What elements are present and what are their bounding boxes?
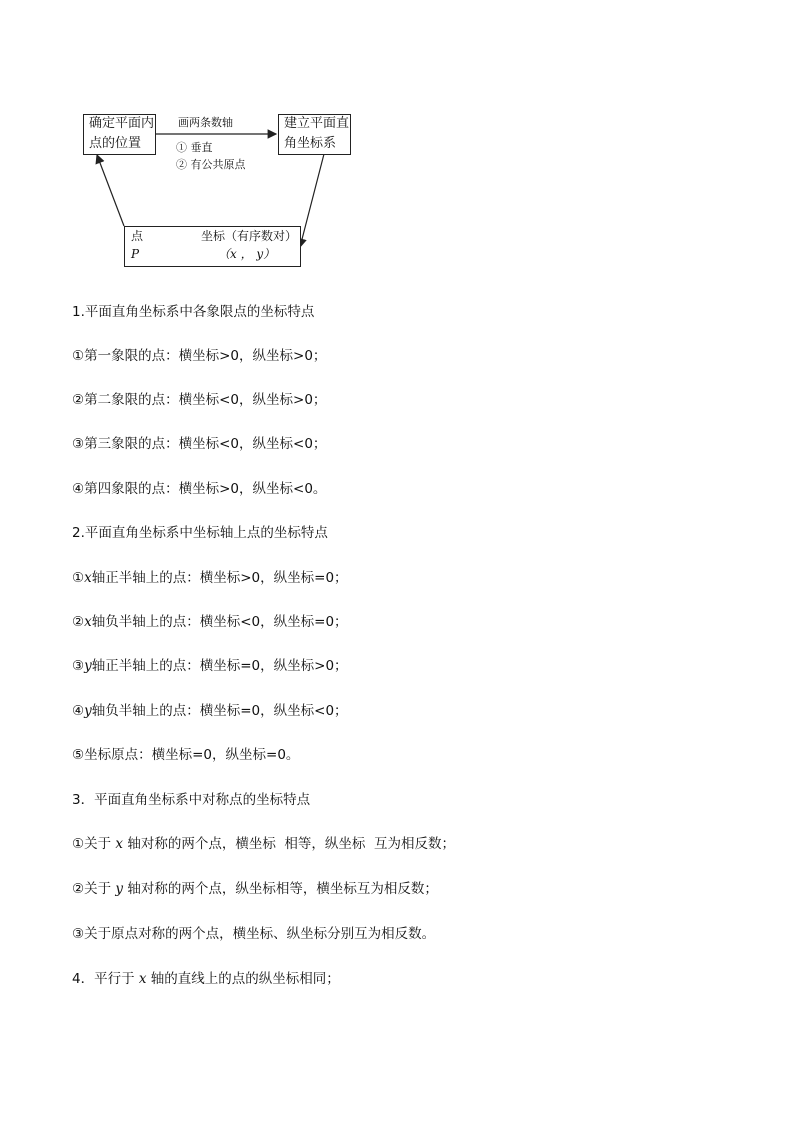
section-2-heading: 2.平面直角坐标系中坐标轴上点的坐标特点 (72, 525, 328, 541)
item-text: 轴对称的两个点，横坐标 相等，纵坐标 互为相反数； (123, 836, 455, 852)
heading-prefix: 4．平行于 (72, 971, 139, 987)
condition-common-origin: ② 有公共原点 (176, 158, 246, 171)
item-prefix: ② (72, 614, 85, 630)
item-text: 轴正半轴上的点：横坐标>0，纵坐标=0； (91, 570, 348, 586)
section-2-item-5: ⑤坐标原点：横坐标=0，纵坐标=0。 (72, 747, 300, 763)
section-4-heading (72, 969, 340, 989)
axis-variable: y (84, 658, 92, 674)
bottom-coord-pair: （x ， y） (218, 247, 276, 261)
item-text: 轴负半轴上的点：横坐标<0，纵坐标=0； (91, 614, 348, 630)
bottom-point-label: 点 (131, 229, 144, 243)
section-3-heading: 3．平面直角坐标系中对称点的坐标特点 (72, 792, 311, 808)
axis-variable: y (84, 703, 92, 719)
item-prefix: ②关于 (72, 881, 116, 897)
section-3-item-2 (72, 879, 438, 899)
axis-variable: y (115, 881, 124, 897)
section-3-item-1 (72, 834, 455, 854)
item-text: 轴对称的两个点，纵坐标相等，横坐标互为相反数； (123, 881, 438, 897)
item-text: 轴负半轴上的点：横坐标=0，纵坐标<0； (91, 703, 348, 719)
item-prefix: ①关于 (72, 836, 116, 852)
item-prefix: ④ (72, 703, 85, 719)
section-1-item-3: ③第三象限的点：横坐标<0，纵坐标<0； (72, 436, 327, 452)
condition-perpendicular: ① 垂直 (176, 141, 213, 154)
section-2-item-2 (72, 612, 348, 632)
heading-text: 轴的直线上的点的纵坐标相同； (146, 971, 340, 987)
section-1-item-2: ②第二象限的点：横坐标<0，纵坐标>0； (72, 392, 327, 408)
coordinate-system-diagram (0, 0, 794, 280)
bottom-coord-label: 坐标（有序数对） (201, 229, 298, 243)
axis-variable: x (84, 570, 92, 586)
section-2-item-1 (72, 568, 348, 588)
section-2-item-3 (72, 656, 348, 676)
section-3-item-3: ③关于原点对称的两个点，横坐标、纵坐标分别互为相反数。 (72, 926, 436, 942)
section-2-item-4 (72, 701, 348, 721)
box-locate-text: 确定平面内 点的位置 (89, 116, 155, 151)
section-1-item-4: ④第四象限的点：横坐标>0，纵坐标<0。 (72, 481, 327, 497)
axis-variable: x (115, 836, 124, 852)
section-1-heading: 1.平面直角坐标系中各象限点的坐标特点 (72, 304, 315, 320)
box-system-text: 建立平面直 角坐标系 (284, 116, 350, 151)
item-text: 轴正半轴上的点：横坐标=0，纵坐标>0； (91, 658, 348, 674)
axis-variable: x (84, 614, 92, 630)
section-1-item-1: ①第一象限的点：横坐标>0，纵坐标>0； (72, 348, 327, 364)
bottom-point-var: P (131, 247, 140, 261)
axis-variable: x (138, 971, 147, 987)
arrow-point-to-locate (97, 155, 124, 226)
item-prefix: ① (72, 570, 85, 586)
arrow-label: 画两条数轴 (178, 116, 233, 129)
item-prefix: ③ (72, 658, 85, 674)
arrow-system-to-coord (300, 154, 324, 247)
